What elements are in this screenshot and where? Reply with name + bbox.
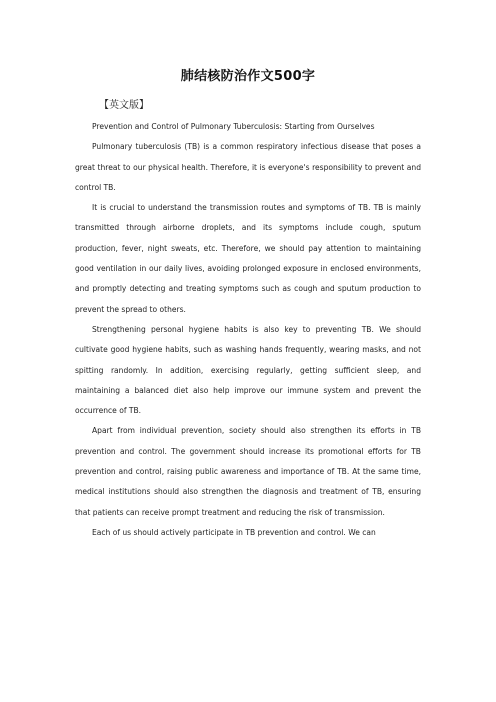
document-title: 肺结核防治作文500字 bbox=[180, 69, 316, 84]
paragraph-4: Apart from individual prevention, society should also strengthen its efforts in TB prevention and control. The government should increase its promotional efforts for TB prevention and control, raising public awareness and importance of TB. At the same time, medical institutions should also strengthen the diagnosis and treatment of TB, ensuring that patients can receive prompt treatment and reducing the risk of transmission. bbox=[75, 426, 421, 517]
paragraph-5: Each of us should actively participate in TB prevention and control. We can bbox=[92, 527, 376, 537]
document-body bbox=[75, 117, 421, 543]
version-label: 【英文版】 bbox=[99, 100, 149, 111]
paragraph-2: It is crucial to understand the transmission routes and symptoms of TB. TB is mainly transmitted through airborne droplets, and its symptoms include cough, sputum production, fever, night sweats, etc. Therefore, we should pay attention to maintaining good ventilation in our daily lives, avoiding prolonged exposure in enclosed environments, and promptly detecting and treating symptoms such as cough and sputum production to prevent the spread to others. bbox=[75, 203, 421, 314]
essay-subtitle: Prevention and Control of Pulmonary Tuberculosis: Starting from Ourselves bbox=[92, 122, 375, 131]
paragraph-3: Strengthening personal hygiene habits is also key to preventing TB. We should cultivate good hygiene habits, such as washing hands frequently, wearing masks, and not spitting randomly. In addition, exercising regularly, getting sufficient sleep, and maintaining a balanced diet also help improve our immune system and prevent the occurrence of TB. bbox=[75, 324, 421, 416]
paragraph-1: Pulmonary tuberculosis (TB) is a common respiratory infectious disease that poses a great threat to our physical health. Therefore, it is everyone's responsibility to prevent and control TB. bbox=[75, 142, 421, 192]
